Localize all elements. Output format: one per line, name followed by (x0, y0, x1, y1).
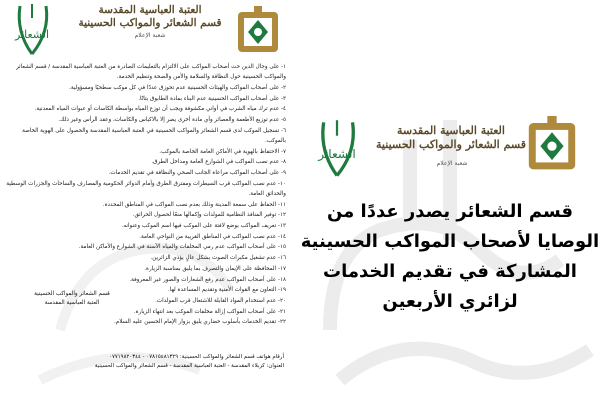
green-banner-icon (308, 118, 366, 180)
signature-block (12, 290, 132, 308)
contact-phones: أرقام هواتف قسم الشعائر والمواكب الحسينية: ٠٧٨١٥٤٨١٣٢٩ - ٠٧٧١٩٨٢٠٣٤٤ (109, 354, 284, 360)
banner-text: الشعائر (14, 28, 50, 41)
list-item: ١- على وجال الدين حث أصحاب المواكب على الالتزام بالتعليمات الصادرة من العتبة العباسية المقدسة / قسم الشعائر والمواكب الحسينية حول النظافة والسلامة والأمن والصحة وتنظيم الخدمة. (16, 64, 286, 81)
document-header (2, 0, 292, 60)
shrine-title-line2: قسم الشعائر والمواكب الحسينية (78, 17, 222, 29)
list-item: ١٧- المحافظة على الإيمان والتصرف بما يليق بمناسبة الزيارة. (144, 265, 286, 272)
list-item: ٢١- على أصحاب المواكب إزالة مخلفات الموكب بعد انتهاء الزيارة. (133, 308, 286, 315)
list-item: ٢٠- عدم استخدام المواد القابلة للاشتعال قرب المولدات. (155, 297, 286, 304)
banner-text: الشعائر (318, 146, 356, 161)
shrine-title-line2: قسم الشعائر والمواكب الحسينية (376, 138, 526, 151)
shrine-title-line1: العتبة العباسية المقدسة (98, 4, 202, 16)
list-item: ١١- الحفاظ على سمعة المدينة وذلك بعدم نصب المواكب في المناطق المحددة. (102, 201, 286, 208)
contact-info (8, 353, 284, 371)
list-item: ١٦- عدم تشغيل مكبرات الصوت بشكل عالٍ يؤذي الزائرين. (150, 255, 286, 262)
list-item: ١٢- توفير المنافذ النظامية للمولدات وإكمالها منعًا لحصول الحرائق. (132, 212, 286, 219)
list-item: ٥- عدم توزيع الأطعمة والعصائر وأي مادة أخرى يضر إلا بالاكياس والكاسات، وعقد الرأس وغير ذلك. (58, 117, 286, 124)
list-item: ٩- على أصحاب المواكب مراعاة الجانب الصحي والنظافة في تقديم الخدمات. (108, 170, 286, 177)
list-item: ١٨- على أصحاب المواكب عدم رفع الشعارات والصور غير المعروفة. (129, 276, 286, 283)
list-item: ١٥- على أصحاب المواكب عدم رمي المخلفات والمياه الآسنة في الشوارع والأماكن العامة. (78, 244, 286, 251)
list-item: ٣- على أصحاب المواكب الحسينية عدم البناء بمادة الطابوق بتاتًا. (138, 95, 286, 102)
shrine-crest-icon (524, 116, 580, 174)
shrine-title (376, 124, 526, 152)
headline-text: قسم الشعائر يصدر عددًا من الوصايا لأصحاب المواكب الحسينية المشاركة في تقديم الخدمات لزائري الأربعين (300, 201, 600, 312)
list-item: ١٠- عدم نصب المواكب قرب السيطرات ومفترق الطرق وأمام الدوائر الحكومية والمصارف والساحات والجزرات الوسطية والحدائق العامة. (6, 180, 286, 197)
list-item: ١٤- عدم نصب المواكب في المناطق القريبة من النواحي العامة. (139, 233, 286, 240)
directive-list (6, 62, 286, 328)
list-item: ٢٢- تقديم الخدمات بأسلوب حضاري يليق بزوار الإمام الحسين عليه السلام. (113, 319, 286, 326)
headline-card (292, 0, 600, 400)
shrine-crest-icon (234, 6, 282, 56)
list-item: ٦- تسجيل الموكب لدى قسم الشعائر والمواكب الحسينية في العتبة العباسية المقدسة والحصول على الهوية الخاصة بالموكب. (22, 127, 286, 144)
shrine-title-line1: العتبة العباسية المقدسة (397, 124, 505, 137)
list-item: ٢- على أصحاب المواكب والهيئات الحسينية عدم تحوزق عددًا في كل موكب سطحيًا ومسؤولية. (69, 84, 286, 91)
list-item: ١٣- تعريف المواكب بوضع لافتة على الموكب فيها اسم الموكب وعنوانه. (121, 223, 286, 230)
signature-line1: قسم الشعائر والمواكب الحسينية (34, 291, 110, 297)
contact-address: العنوان: كربلاء المقدسة - العتبة العباسية المقدسة - قسم الشعائر والمواكب الحسينية (94, 363, 284, 369)
directive-document (2, 0, 292, 400)
list-item: ٨- عدم نصب المواكب في الشوارع العامة ومداخل الطرق. (151, 159, 286, 166)
green-banner-icon (6, 2, 58, 58)
shrine-subtitle: شعبة الإعلام (436, 160, 468, 167)
shrine-subtitle: شعبة الإعلام (134, 32, 166, 39)
list-item: ٤- عدم ترك مياه الشرب في أواني مكشوفة ويجب أن توزع المياه بواسطة الكاسات أو عبوات المياه المعدنية. (34, 106, 286, 113)
list-item: ٧- الاحتفاظ بالهوية في الأماكن العامة الخاصة بالموكب. (159, 148, 286, 155)
list-item: ١٩- التعاون مع القوات الأمنية وتقديم المساعدة لها. (168, 287, 286, 294)
signature-line2: العتبة العباسية المقدسة (44, 300, 100, 306)
shrine-title (70, 4, 230, 30)
